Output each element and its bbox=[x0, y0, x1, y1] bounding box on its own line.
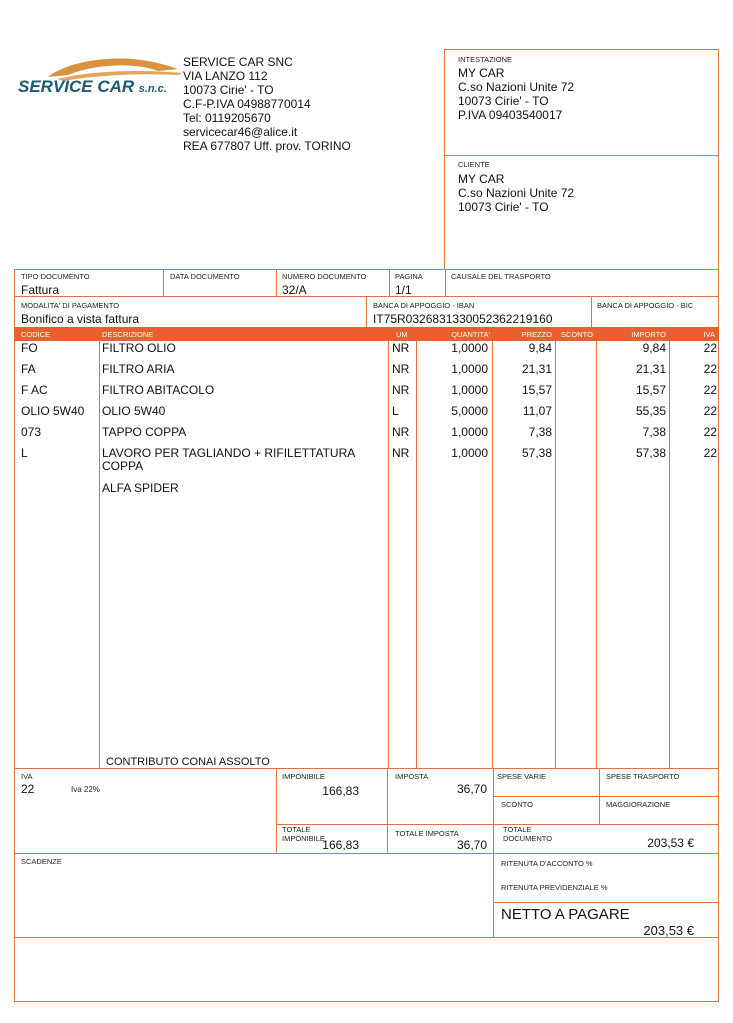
row-codice: FA bbox=[21, 362, 36, 376]
company-email: servicecar46@alice.it bbox=[183, 125, 298, 139]
pagamento-value: Bonifico a vista fattura bbox=[21, 312, 140, 326]
company-name: SERVICE CAR SNC bbox=[183, 55, 293, 69]
row-um: NR bbox=[392, 362, 410, 376]
intestazione-vat: P.IVA 09403540017 bbox=[458, 108, 563, 122]
conai-text: CONTRIBUTO CONAI ASSOLTO bbox=[106, 756, 270, 768]
intestazione-label: INTESTAZIONE bbox=[458, 55, 513, 64]
tipo-documento-label: TIPO DOCUMENTO bbox=[21, 272, 90, 281]
row-prezzo: 11,07 bbox=[522, 404, 552, 418]
doc-info-row bbox=[14, 269, 719, 297]
row-quantita: 1,0000 bbox=[451, 362, 488, 376]
row-codice: FO bbox=[21, 341, 38, 355]
row-prezzo: 7,38 bbox=[528, 425, 552, 439]
intestazione-block bbox=[458, 66, 574, 122]
row-descrizione-cont: COPPA bbox=[102, 459, 144, 473]
row-quantita: 1,0000 bbox=[451, 446, 488, 460]
bic-label: BANCA DI APPOGGIO - BIC bbox=[597, 301, 694, 310]
company-address: VIA LANZO 112 bbox=[183, 69, 268, 83]
imposta-label: IMPOSTA bbox=[395, 772, 429, 781]
row-codice: 073 bbox=[21, 425, 42, 439]
imponibile-label: IMPONIBILE bbox=[282, 772, 325, 781]
tot-imponibile-label-2: IMPONIBILE bbox=[282, 834, 325, 843]
iva-summary-code: 22 bbox=[21, 782, 35, 796]
tot-documento-value: 203,53 € bbox=[647, 836, 694, 850]
data-documento-label: DATA DOCUMENTO bbox=[170, 272, 240, 281]
col-iva: IVA bbox=[703, 330, 715, 339]
company-phone: Tel: 0119205670 bbox=[183, 111, 271, 125]
row-importo: 55,35 bbox=[635, 404, 666, 418]
iban-label: BANCA DI APPOGGIO - IBAN bbox=[373, 301, 475, 310]
cliente-address: C.so Nazioni Unite 72 bbox=[458, 186, 575, 200]
numero-documento-label: NUMERO DOCUMENTO bbox=[282, 272, 367, 281]
row-descrizione: FILTRO ABITACOLO bbox=[102, 383, 215, 397]
row-descrizione: TAPPO COPPA bbox=[102, 425, 187, 439]
row-descrizione: OLIO 5W40 bbox=[102, 404, 166, 418]
note-text: ALFA SPIDER bbox=[102, 481, 179, 495]
row-importo: 15,57 bbox=[635, 383, 666, 397]
company-city: 10073 Cirie' - TO bbox=[183, 83, 274, 97]
tot-imposta-label: TOTALE IMPOSTA bbox=[395, 829, 459, 838]
pagamento-label: MODALITA' DI PAGAMENTO bbox=[21, 301, 120, 310]
spese-trasporto-label: SPESE TRASPORTO bbox=[606, 772, 680, 781]
col-prezzo: PREZZO bbox=[521, 330, 552, 339]
intestazione-name: MY CAR bbox=[458, 66, 505, 80]
scadenze-label: SCADENZE bbox=[21, 857, 62, 866]
row-importo: 57,38 bbox=[635, 446, 666, 460]
iva-summary-label: IVA bbox=[21, 772, 33, 781]
company-rea: REA 677807 Uff. prov. TORINO bbox=[183, 139, 351, 153]
ritenuta-previdenziale-label: RITENUTA PREVIDENZIALE % bbox=[501, 883, 608, 892]
col-codice: CODICE bbox=[21, 330, 51, 339]
tipo-documento-value: Fattura bbox=[21, 283, 60, 297]
col-descrizione: DESCRIZIONE bbox=[102, 330, 154, 339]
row-iva: 22 bbox=[703, 341, 717, 355]
row-iva: 22 bbox=[703, 362, 717, 376]
logo-brand: SERVICE CAR bbox=[18, 77, 135, 96]
cliente-label: CLIENTE bbox=[458, 160, 490, 169]
row-descrizione: FILTRO OLIO bbox=[102, 341, 176, 355]
causale-trasporto-label: CAUSALE DEL TRASPORTO bbox=[451, 272, 551, 281]
intestazione-address: C.so Nazioni Unite 72 bbox=[458, 80, 575, 94]
pagina-label: PAGINA bbox=[395, 272, 423, 281]
cliente-name: MY CAR bbox=[458, 172, 505, 186]
row-quantita: 1,0000 bbox=[451, 383, 488, 397]
maggiorazione-label: MAGGIORAZIONE bbox=[606, 800, 671, 809]
tot-documento-label-2: DOCUMENTO bbox=[503, 834, 553, 843]
row-codice: F AC bbox=[21, 383, 48, 397]
row-importo: 7,38 bbox=[642, 425, 666, 439]
sconto-label: SCONTO bbox=[501, 800, 533, 809]
numero-documento-value: 32/A bbox=[282, 283, 307, 297]
tot-imponibile-value: 166,83 bbox=[322, 838, 359, 852]
company-logo bbox=[18, 55, 183, 100]
row-prezzo: 57,38 bbox=[521, 446, 552, 460]
row-iva: 22 bbox=[703, 446, 717, 460]
company-vat: C.F-P.IVA 04988770014 bbox=[183, 97, 311, 111]
row-codice: L bbox=[21, 446, 28, 460]
cliente-city: 10073 Cirie' - TO bbox=[458, 200, 549, 214]
intestazione-city: 10073 Cirie' - TO bbox=[458, 94, 549, 108]
cliente-block bbox=[458, 172, 574, 214]
pagina-value: 1/1 bbox=[395, 283, 412, 297]
row-quantita: 1,0000 bbox=[451, 425, 488, 439]
row-iva: 22 bbox=[703, 404, 717, 418]
row-quantita: 5,0000 bbox=[451, 404, 488, 418]
spese-varie-label: SPESE VARIE bbox=[497, 772, 547, 781]
row-codice: OLIO 5W40 bbox=[21, 404, 85, 418]
imposta-value: 36,70 bbox=[456, 782, 487, 796]
tot-imposta-value: 36,70 bbox=[456, 838, 487, 852]
imponibile-value: 166,83 bbox=[322, 784, 359, 798]
ritenuta-acconto-label: RITENUTA D'ACCONTO % bbox=[501, 859, 593, 868]
row-quantita: 1,0000 bbox=[451, 341, 488, 355]
row-importo: 9,84 bbox=[642, 341, 666, 355]
row-iva: 22 bbox=[703, 425, 717, 439]
row-um: NR bbox=[392, 446, 410, 460]
row-descrizione: LAVORO PER TAGLIANDO + RIFILETTATURA bbox=[102, 446, 356, 460]
col-quantita: QUANTITA' bbox=[451, 330, 490, 339]
col-importo: IMPORTO bbox=[631, 330, 666, 339]
iban-value: IT75R0326831330052362219160 bbox=[373, 312, 553, 326]
netto-label: NETTO A PAGARE bbox=[501, 906, 630, 923]
tot-imponibile-label-1: TOTALE bbox=[282, 825, 311, 834]
tot-documento-label-1: TOTALE bbox=[503, 825, 532, 834]
company-info bbox=[183, 55, 351, 153]
row-um: L bbox=[392, 404, 399, 418]
row-descrizione: FILTRO ARIA bbox=[102, 362, 175, 376]
logo-suffix: s.n.c. bbox=[138, 83, 167, 95]
row-um: NR bbox=[392, 383, 410, 397]
netto-value: 203,53 € bbox=[643, 923, 694, 938]
iva-summary-desc: Iva 22% bbox=[71, 785, 100, 794]
row-prezzo: 15,57 bbox=[521, 383, 552, 397]
row-um: NR bbox=[392, 425, 410, 439]
row-prezzo: 21,31 bbox=[521, 362, 552, 376]
row-um: NR bbox=[392, 341, 410, 355]
col-sconto: SCONTO bbox=[561, 330, 593, 339]
row-iva: 22 bbox=[703, 383, 717, 397]
row-prezzo: 9,84 bbox=[528, 341, 552, 355]
col-um: UM bbox=[396, 330, 408, 339]
row-importo: 21,31 bbox=[635, 362, 666, 376]
